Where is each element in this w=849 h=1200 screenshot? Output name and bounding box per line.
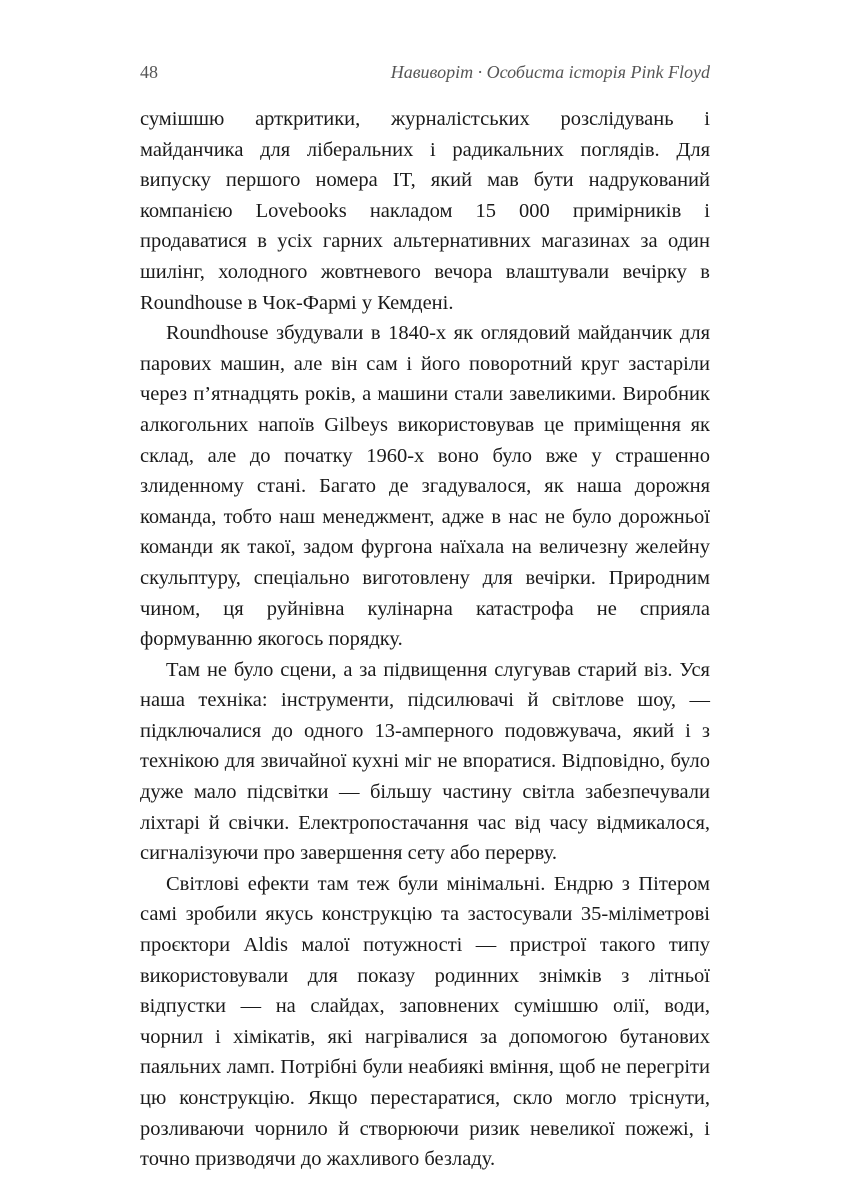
page-header xyxy=(140,62,710,88)
paragraph: Там не було сцени, а за підвищення слугував старий віз. Уся наша техніка: інструменти, підсилювачі й світлове шоу, — підключалися до одного 13-амперного подовжувача, який і з технікою для звичайної кухні міг не впоратися. Відповідно, було дуже мало підсвітки — більшу частину світла забезпечували ліхтарі й свічки. Електропостачання час від часу відмикалося, сигналізуючи про завершення сету або перерву. xyxy=(140,658,710,865)
paragraph: Roundhouse збудували в 1840-х як оглядовий майданчик для парових машин, але він сам і його поворотний круг застаріли через п’ятнадцять років, а машини стали завеликими. Виробник алкогольних напоїв Gilbeys використовував це приміщення як склад, але до початку 1960-х воно було вже у страшенно злиденному стані. Багато де згадувалося, як наша дорожня команда, тобто наш менеджмент, адже в нас не було дорожньої команди як такої, задом фургона наїхала на величезну желейну скульптуру, спеціально виготовлену для вечірки. Природним чином, ця руйнівна кулінарна катастрофа не сприяла формуванню якогось порядку. xyxy=(140,322,710,651)
page-number: 48 xyxy=(140,62,158,82)
paragraph: сумішшю арткритики, журналістських розслідувань і майданчика для ліберальних і радикальних поглядів. Для випуску першого номера IT, який мав бути надрукований компанією Lovebooks накладом 15 000 примірників і продаватися в усіх гарних альтернативних магазинах за один шилінг, холодного жовтневого вечора влаштували вечірку в Roundhouse в Чок-Фармі у Кемдені. xyxy=(140,108,710,314)
paragraph: Світлові ефекти там теж були мінімальні. Ендрю з Пітером самі зробили якусь конструкцію та застосували 35-міліметрові проєктори Aldis малої потужності — пристрої такого типу використовували для показу родинних знімків з літньої відпустки — на слайдах, заповнених сумішшю олії, води, чорнил і хімікатів, які нагрівалися за допомогою бутанових паяльних ламп. Потрібні були неабиякі вміння, щоб не перегріти цю конструкцію. Якщо перестаратися, скло могло тріснути, розливаючи чорнило й створюючи ризик невеликої пожежі, і точно призводячи до жахливого безладу. xyxy=(140,872,710,1171)
body-text xyxy=(140,104,710,1175)
running-head: Навиворіт · Особиста історія Pink Floyd xyxy=(390,62,710,82)
